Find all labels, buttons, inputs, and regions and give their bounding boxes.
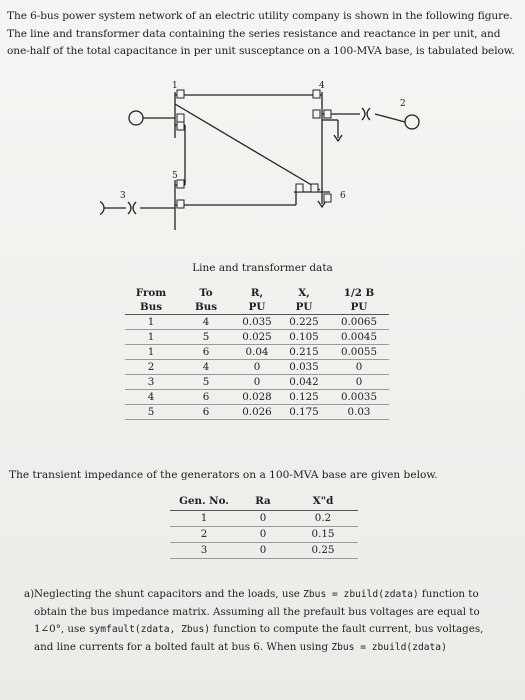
header-xd: X"d — [288, 495, 358, 511]
breaker-icon — [296, 184, 303, 192]
table-cell: 0.15 — [288, 527, 358, 543]
table-cell: 4 — [177, 315, 235, 330]
table-cell: 0 — [238, 511, 288, 527]
table-cell: 0.0065 — [329, 315, 389, 330]
table-cell: 4 — [125, 390, 177, 405]
table-cell: 5 — [125, 405, 177, 420]
intro-paragraph — [7, 8, 519, 61]
table-cell: 0 — [329, 375, 389, 390]
header-ra: Ra — [238, 495, 288, 511]
table-row — [125, 360, 389, 375]
question-line-3 — [34, 621, 504, 639]
table-cell: 0.105 — [279, 330, 329, 345]
table-cell: 0 — [238, 543, 288, 559]
breaker-icon — [311, 184, 318, 192]
breaker-icon — [324, 110, 331, 118]
table-cell: 1 — [125, 315, 177, 330]
table-cell: 0.225 — [279, 315, 329, 330]
table-cell: 0 — [235, 360, 279, 375]
table-cell: 3 — [170, 543, 238, 559]
table-header-row — [170, 495, 358, 511]
line-table-caption: Line and transformer data — [192, 262, 333, 274]
question-label: a) — [24, 588, 35, 600]
breaker-icon — [313, 110, 320, 118]
table-cell: 1 — [170, 511, 238, 527]
bus-label-5: 5 — [172, 171, 178, 181]
table-row — [125, 405, 389, 420]
table-cell: 0 — [238, 527, 288, 543]
six-bus-network-diagram — [100, 80, 440, 240]
bus-label-3: 3 — [120, 191, 126, 201]
intro-line-1: The 6-bus power system network of an electric utility company is shown in the following figure. — [7, 10, 513, 22]
table-row — [125, 390, 389, 405]
table-cell: 0.026 — [235, 405, 279, 420]
question-text: Neglecting the shunt capacitors and the loads, use — [34, 588, 304, 600]
question-line-1 — [34, 586, 504, 604]
header-pu: PU — [279, 300, 329, 315]
table-cell: 2 — [170, 527, 238, 543]
table-row — [125, 315, 389, 330]
table-cell: 0.25 — [288, 543, 358, 559]
question-text: and line currents for a bolted fault at bus 6. When using — [34, 640, 332, 653]
table-cell: 0.0045 — [329, 330, 389, 345]
breaker-icon — [324, 194, 331, 202]
breaker-icon — [177, 200, 184, 208]
header-gen-no: Gen. No. — [170, 495, 238, 511]
table-cell: 5 — [177, 375, 235, 390]
question-a — [24, 586, 504, 656]
table-cell: 3 — [125, 375, 177, 390]
table-cell: 6 — [177, 405, 235, 420]
question-text: function to compute the fault current, bus voltages, — [210, 623, 484, 635]
generator-1-icon — [129, 111, 143, 125]
question-line-4 — [34, 639, 504, 657]
table-cell: 0.042 — [279, 375, 329, 390]
table-cell: 0.0055 — [329, 345, 389, 360]
bus-label-4: 4 — [319, 81, 325, 91]
bus-label-1: 1 — [172, 81, 178, 91]
breaker-icon — [177, 90, 184, 98]
code-snippet: Zbus = zbuild(zdata) — [303, 589, 419, 600]
table-cell: 2 — [125, 360, 177, 375]
intro-line-2: The line and transformer data containing the series resistance and reactance in per unit, and — [7, 27, 501, 40]
header-to: To — [199, 287, 213, 299]
table-cell: 0.0035 — [329, 390, 389, 405]
breaker-icon — [177, 180, 184, 188]
line-1-6 — [175, 104, 320, 190]
header-bus: Bus — [177, 300, 235, 315]
header-from: From — [135, 287, 167, 299]
table-row — [125, 345, 389, 360]
code-snippet: Zbus = zbuild(zdata) — [331, 641, 447, 653]
table-cell: 1 — [125, 345, 177, 360]
breaker-icon — [177, 122, 184, 130]
table-header-row — [125, 300, 389, 315]
table-row — [170, 511, 358, 527]
code-snippet: symfault(zdata, Zbus) — [88, 624, 211, 635]
line-transformer-table — [125, 286, 389, 420]
table-cell: 0 — [329, 360, 389, 375]
breaker-icon — [313, 90, 320, 98]
table-cell: 0.035 — [235, 315, 279, 330]
transient-impedance-text: The transient impedance of the generators on a 100-MVA base are given below. — [9, 469, 438, 481]
table-cell: 0.215 — [279, 345, 329, 360]
table-cell: 0.028 — [235, 390, 279, 405]
table-cell: 0.125 — [279, 390, 329, 405]
question-text: function to — [418, 588, 479, 600]
header-pu: PU — [329, 300, 389, 315]
bus-label-6: 6 — [340, 191, 346, 201]
generator-impedance-table — [170, 495, 358, 559]
header-pu: PU — [235, 300, 279, 315]
table-cell: 0.175 — [279, 405, 329, 420]
generator-3-icon — [100, 201, 104, 215]
table-cell: 0 — [235, 375, 279, 390]
intro-line-3: one-half of the total capacitance in per unit susceptance on a 100-MVA base, is tabulated below. — [7, 45, 515, 57]
table-cell: 4 — [177, 360, 235, 375]
header-x: X, — [298, 287, 310, 299]
table-row — [170, 527, 358, 543]
table-cell: 0.04 — [235, 345, 279, 360]
table-cell: 0.035 — [279, 360, 329, 375]
table-cell: 0.025 — [235, 330, 279, 345]
table-cell: 0.2 — [288, 511, 358, 527]
header-bus: Bus — [125, 300, 177, 315]
table-row — [125, 330, 389, 345]
question-text: 1∠0°, use — [34, 623, 89, 635]
header-r: R, — [250, 287, 264, 299]
table-row — [125, 375, 389, 390]
header-half-b: 1/2 B — [343, 287, 375, 299]
table-cell: 6 — [177, 390, 235, 405]
table-header-row — [125, 286, 389, 300]
breaker-icon — [177, 114, 184, 122]
bus-label-2: 2 — [400, 99, 406, 109]
generator-2-icon — [405, 115, 419, 129]
table-cell: 1 — [125, 330, 177, 345]
table-cell: 6 — [177, 345, 235, 360]
table-row — [170, 543, 358, 559]
table-cell: 5 — [177, 330, 235, 345]
table-cell: 0.03 — [329, 405, 389, 420]
question-line-2: obtain the bus impedance matrix. Assuming all the prefault bus voltages are equal to — [34, 605, 480, 618]
